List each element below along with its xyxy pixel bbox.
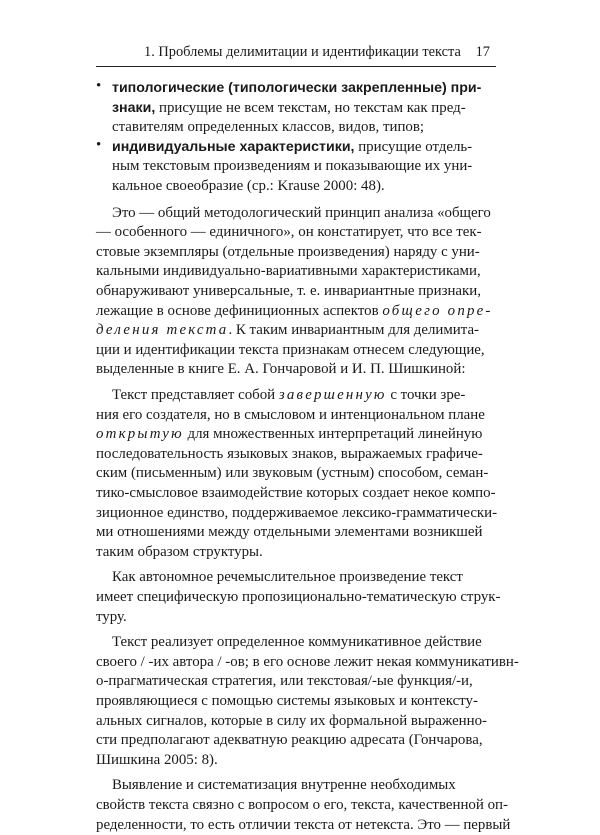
bold-term: типологические (типологически закрепленные) при- <box>112 80 482 96</box>
spaced-emphasis: общего опре- <box>382 302 493 319</box>
text-line: выделенные в книге Е. А. Гончаровой и И. П. Шишкиной: <box>96 361 466 378</box>
line-text: для множественных интерпретаций линейную <box>183 426 483 443</box>
text-line <box>112 176 385 196</box>
line-text: с точки зре- <box>386 387 466 403</box>
text-line: ским (письменным) или звуковым (устным) способом, семан- <box>96 465 489 482</box>
text-line: имеет специфическую пропозиционально-тематическую струк- <box>96 588 501 605</box>
text-line: альных сигналов, которые в силу их формальной выраженно- <box>96 712 488 729</box>
running-head-title: 1. Проблемы делимитации и идентификации текста <box>144 44 461 60</box>
text-line <box>112 78 481 98</box>
text-line: Это — общий методологический принцип анализа «общего <box>112 204 491 221</box>
text-line <box>112 117 424 137</box>
text-line <box>96 301 493 321</box>
text-line: ния его создателя, но в смысловом и интенциональном плане <box>96 406 485 423</box>
line-text: ным текстовым произведениям и показывающие их уни- <box>112 158 473 175</box>
text-line: Шишкина 2005: 8). <box>96 751 218 768</box>
bullet-marker: • <box>96 78 102 94</box>
text-line <box>112 385 465 405</box>
line-text: лежащие в основе дефиниционных аспектов <box>96 302 383 319</box>
text-line: Как автономное речемыслительное произведение текст <box>112 569 463 586</box>
page-number: 17 <box>475 44 490 60</box>
text-line: ми отношениями между отдельными элементами возникшей <box>96 524 483 541</box>
line-text: кальное своеобразие (ср.: Krause 2000: 48). <box>112 178 385 194</box>
text-line: тико-смысловое взаимодействие которых создает некое компо- <box>96 485 496 501</box>
line-text: Текст представляет собой <box>112 387 279 403</box>
text-line: о-прагматическая стратегия, или текстовая/-ые функция/-и, <box>96 673 473 690</box>
text-line: последовательность языковых знаков, выражаемых графиче- <box>96 445 483 462</box>
text-line: — особенного — единичного», он констатирует, что все тек- <box>96 224 482 241</box>
text-line: таким образом структуры. <box>96 543 263 560</box>
text-line: зиционное единство, поддерживаемое лексико-грамматически- <box>96 504 498 521</box>
spaced-emphasis: деления текста <box>96 322 229 339</box>
text-line: сти предполагают адекватную реакцию адресата (Гончарова, <box>96 732 483 749</box>
paragraph-systematization-line: свойств текста связно с вопросом о его, текста, качественной оп- <box>96 797 508 813</box>
bold-term: знаки, <box>112 99 156 116</box>
text-line: своего / -их автора / -ов; в его основе лежит некая коммуникативн- <box>96 653 519 670</box>
text-line: обнаруживают универсальные, т. е. инвариантные признаки, <box>96 282 481 299</box>
spaced-emphasis: открытую <box>96 426 184 443</box>
spaced-emphasis: завершенную <box>278 387 387 403</box>
line-text: ставителям определенных классов, видов, типов; <box>112 119 425 136</box>
text-line: Текст реализует определенное коммуникативное действие <box>112 634 482 651</box>
text-line: кальными индивидуально-вариативными характеристиками, <box>96 263 481 280</box>
text-line: проявляющиеся с помощью системы языковых и контексту- <box>96 692 478 709</box>
bold-term: индивидуальные характеристики, <box>112 138 355 155</box>
paragraph-systematization-line: Выявление и систематизация внутренне необходимых <box>112 777 456 794</box>
text-line <box>96 424 482 444</box>
text-line: туру. <box>96 608 127 625</box>
bullet-marker: • <box>96 136 102 153</box>
line-text: присущие не всем текстам, но текстам как пред- <box>155 99 466 116</box>
text-line <box>112 156 472 176</box>
line-text: . К таким инвариантным для делимита- <box>228 322 480 339</box>
header-rule <box>96 66 496 67</box>
paragraph-systematization-line: ределенности, то есть отличии текста от нетекста. Это — первый <box>96 816 511 833</box>
text-line <box>112 98 466 118</box>
text-line <box>96 320 479 340</box>
text-line <box>112 137 472 157</box>
line-text: присущие отдель- <box>354 138 473 155</box>
text-line: стовые экземпляры (отдельные произведения) наряду с уни- <box>96 243 480 260</box>
text-line: ции и идентификации текста признакам отнесем следующие, <box>96 341 485 358</box>
